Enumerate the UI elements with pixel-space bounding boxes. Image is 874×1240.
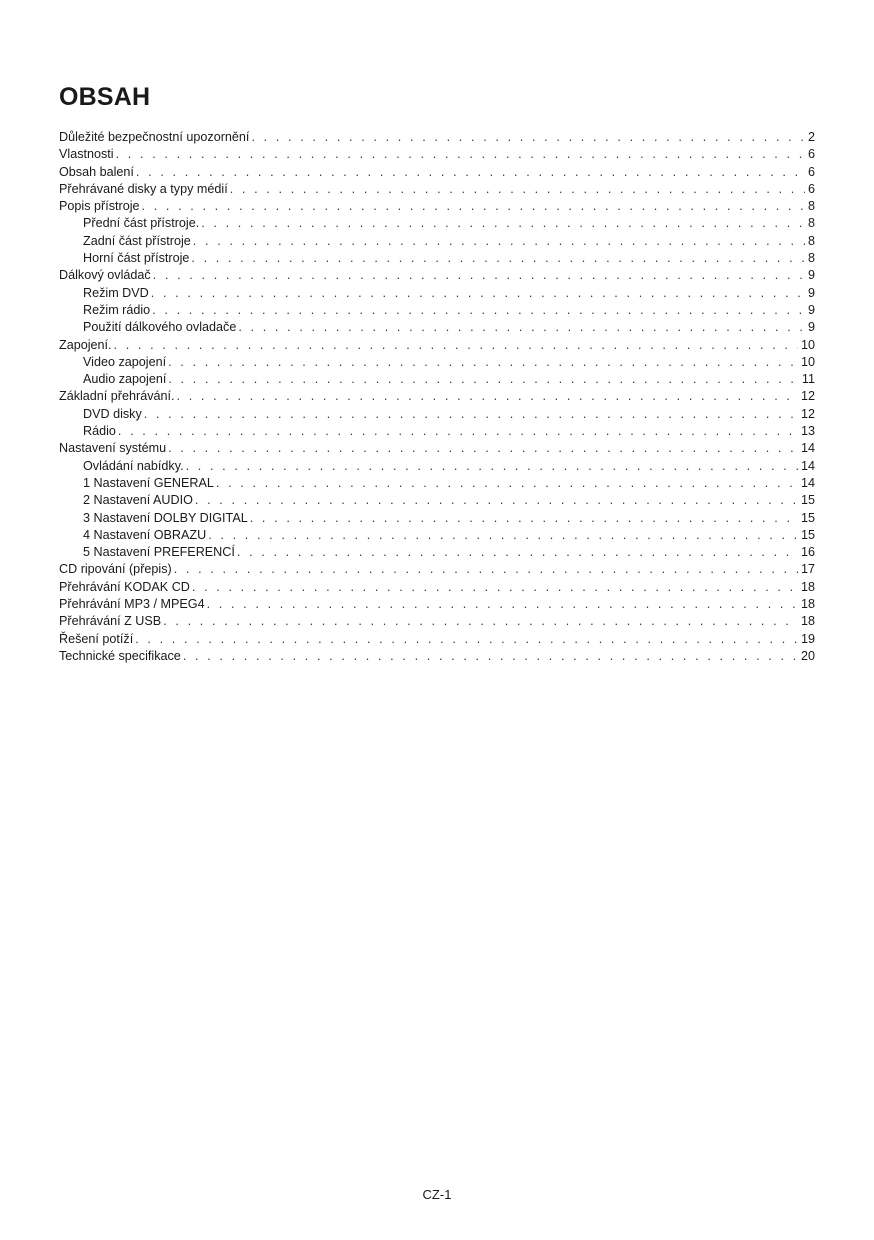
toc-entry-page-number: 12 [800, 406, 815, 421]
toc-entry-page-number: 6 [807, 147, 815, 162]
toc-entry [59, 302, 815, 319]
toc-entry [59, 233, 815, 250]
toc-entry-label: Přehrávané disky a typy médií [59, 181, 228, 196]
toc-entry-page-number: 15 [800, 493, 815, 508]
toc-entry-label: Zapojení. [59, 337, 112, 352]
toc-entry-label: 3 Nastavení DOLBY DIGITAL [83, 510, 248, 525]
toc-entry-label: Obsah balení [59, 164, 134, 179]
toc-entry-label: Rádio [83, 424, 116, 439]
toc-entry-page-number: 14 [800, 441, 815, 456]
table-of-contents [59, 129, 815, 665]
toc-entry [59, 544, 815, 561]
toc-dot-leader [183, 648, 798, 665]
toc-entry-label: Použití dálkového ovladače [83, 320, 237, 335]
toc-entry [59, 181, 815, 198]
toc-entry [59, 579, 815, 596]
toc-entry-label: 5 Nastavení PREFERENCÍ [83, 545, 235, 560]
toc-dot-leader [168, 440, 798, 457]
toc-entry-page-number: 9 [807, 320, 815, 335]
toc-entry-label: Režim DVD [83, 285, 149, 300]
toc-entry-page-number: 14 [800, 475, 815, 490]
toc-entry [59, 337, 815, 354]
toc-entry-label: Řešení potíží [59, 631, 134, 646]
toc-dot-leader [193, 233, 805, 250]
toc-entry-label: Technické specifikace [59, 648, 181, 663]
toc-entry [59, 596, 815, 613]
toc-entry-label: CD ripování (přepis) [59, 562, 172, 577]
toc-entry-page-number: 18 [800, 614, 815, 629]
toc-entry-page-number: 12 [800, 389, 815, 404]
toc-entry-page-number: 18 [800, 579, 815, 594]
toc-dot-leader [142, 198, 805, 215]
toc-entry-label: Popis přístroje [59, 199, 140, 214]
toc-entry-page-number: 9 [807, 285, 815, 300]
toc-dot-leader [191, 250, 805, 267]
toc-dot-leader [135, 631, 798, 648]
toc-dot-leader [195, 492, 798, 509]
toc-dot-leader [216, 475, 798, 492]
toc-dot-leader [177, 388, 798, 405]
toc-entry-label: Audio zapojení [83, 372, 167, 387]
toc-entry-label: Přehrávání KODAK CD [59, 579, 190, 594]
toc-entry [59, 371, 815, 388]
toc-entry [59, 406, 815, 423]
toc-dot-leader [114, 337, 798, 354]
toc-entry [59, 250, 815, 267]
toc-dot-leader [237, 544, 798, 561]
toc-entry [59, 613, 815, 630]
toc-entry-label: Dálkový ovládač [59, 268, 151, 283]
toc-entry [59, 510, 815, 527]
toc-entry-label: Nastavení systému [59, 441, 167, 456]
toc-entry-label: 1 Nastavení GENERAL [83, 475, 214, 490]
toc-entry-page-number: 8 [807, 216, 815, 231]
toc-entry-label: Video zapojení [83, 354, 167, 369]
toc-entry [59, 475, 815, 492]
toc-entry-page-number: 10 [800, 337, 815, 352]
toc-dot-leader [144, 406, 798, 423]
toc-dot-leader [153, 267, 805, 284]
toc-entry-label: DVD disky [83, 406, 142, 421]
toc-entry [59, 492, 815, 509]
toc-entry [59, 648, 815, 665]
toc-entry [59, 215, 815, 232]
toc-entry [59, 129, 815, 146]
toc-entry [59, 388, 815, 405]
toc-dot-leader [151, 285, 805, 302]
toc-entry-page-number: 16 [800, 545, 815, 560]
toc-entry-page-number: 14 [800, 458, 815, 473]
toc-entry-page-number: 6 [807, 181, 815, 196]
toc-entry [59, 146, 815, 163]
toc-entry-page-number: 11 [801, 372, 815, 387]
toc-dot-leader [136, 164, 805, 181]
toc-dot-leader [230, 181, 805, 198]
toc-entry-label: 4 Nastavení OBRAZU [83, 527, 207, 542]
toc-entry-label: Základní přehrávání. [59, 389, 175, 404]
toc-dot-leader [168, 354, 798, 371]
toc-dot-leader [201, 215, 805, 232]
toc-entry [59, 631, 815, 648]
toc-dot-leader [174, 561, 798, 578]
page-title: OBSAH [59, 83, 151, 111]
toc-dot-leader [192, 579, 798, 596]
toc-entry-page-number: 15 [800, 527, 815, 542]
page-number-footer: CZ-1 [422, 1187, 452, 1202]
toc-entry-page-number: 8 [807, 251, 815, 266]
toc-entry-page-number: 17 [800, 562, 815, 577]
toc-entry-label: Důležité bezpečnostní upozornění [59, 130, 250, 144]
toc-entry-label: Horní část přístroje [83, 251, 190, 266]
toc-dot-leader [152, 302, 805, 319]
toc-entry-page-number: 13 [800, 424, 815, 439]
toc-entry [59, 319, 815, 336]
toc-entry-label: Ovládání nabídky. [83, 458, 184, 473]
toc-entry-label: Vlastnosti [59, 147, 114, 162]
toc-dot-leader [118, 423, 798, 440]
toc-dot-leader [251, 129, 805, 146]
toc-entry-label: Přehrávání Z USB [59, 614, 162, 629]
toc-entry-label: Zadní část přístroje [83, 233, 191, 248]
toc-entry-label: Režim rádio [83, 302, 151, 317]
toc-dot-leader [168, 371, 799, 388]
toc-entry [59, 527, 815, 544]
toc-entry-page-number: 2 [807, 130, 815, 144]
toc-entry-label: 2 Nastavení AUDIO [83, 493, 193, 508]
toc-entry-page-number: 10 [800, 354, 815, 369]
toc-entry-page-number: 8 [807, 199, 815, 214]
toc-entry [59, 285, 815, 302]
toc-entry-page-number: 19 [800, 631, 815, 646]
toc-entry [59, 440, 815, 457]
toc-dot-leader [208, 527, 798, 544]
toc-entry [59, 423, 815, 440]
toc-entry [59, 267, 815, 284]
toc-entry-page-number: 9 [807, 268, 815, 283]
toc-entry-label: Přehrávání MP3 / MPEG4 [59, 597, 205, 612]
toc-entry-page-number: 6 [807, 164, 815, 179]
toc-entry-page-number: 18 [800, 597, 815, 612]
toc-dot-leader [238, 319, 805, 336]
toc-entry [59, 164, 815, 181]
toc-entry-page-number: 20 [800, 648, 815, 663]
toc-entry-page-number: 9 [807, 302, 815, 317]
toc-dot-leader [186, 458, 798, 475]
toc-dot-leader [207, 596, 798, 613]
toc-entry [59, 561, 815, 578]
toc-dot-leader [250, 510, 798, 527]
toc-dot-leader [163, 613, 798, 630]
toc-entry [59, 354, 815, 371]
toc-entry [59, 458, 815, 475]
toc-entry-label: Přední část přístroje. [83, 216, 200, 231]
toc-entry [59, 198, 815, 215]
toc-dot-leader [116, 146, 805, 163]
toc-entry-page-number: 8 [807, 233, 815, 248]
toc-entry-page-number: 15 [800, 510, 815, 525]
